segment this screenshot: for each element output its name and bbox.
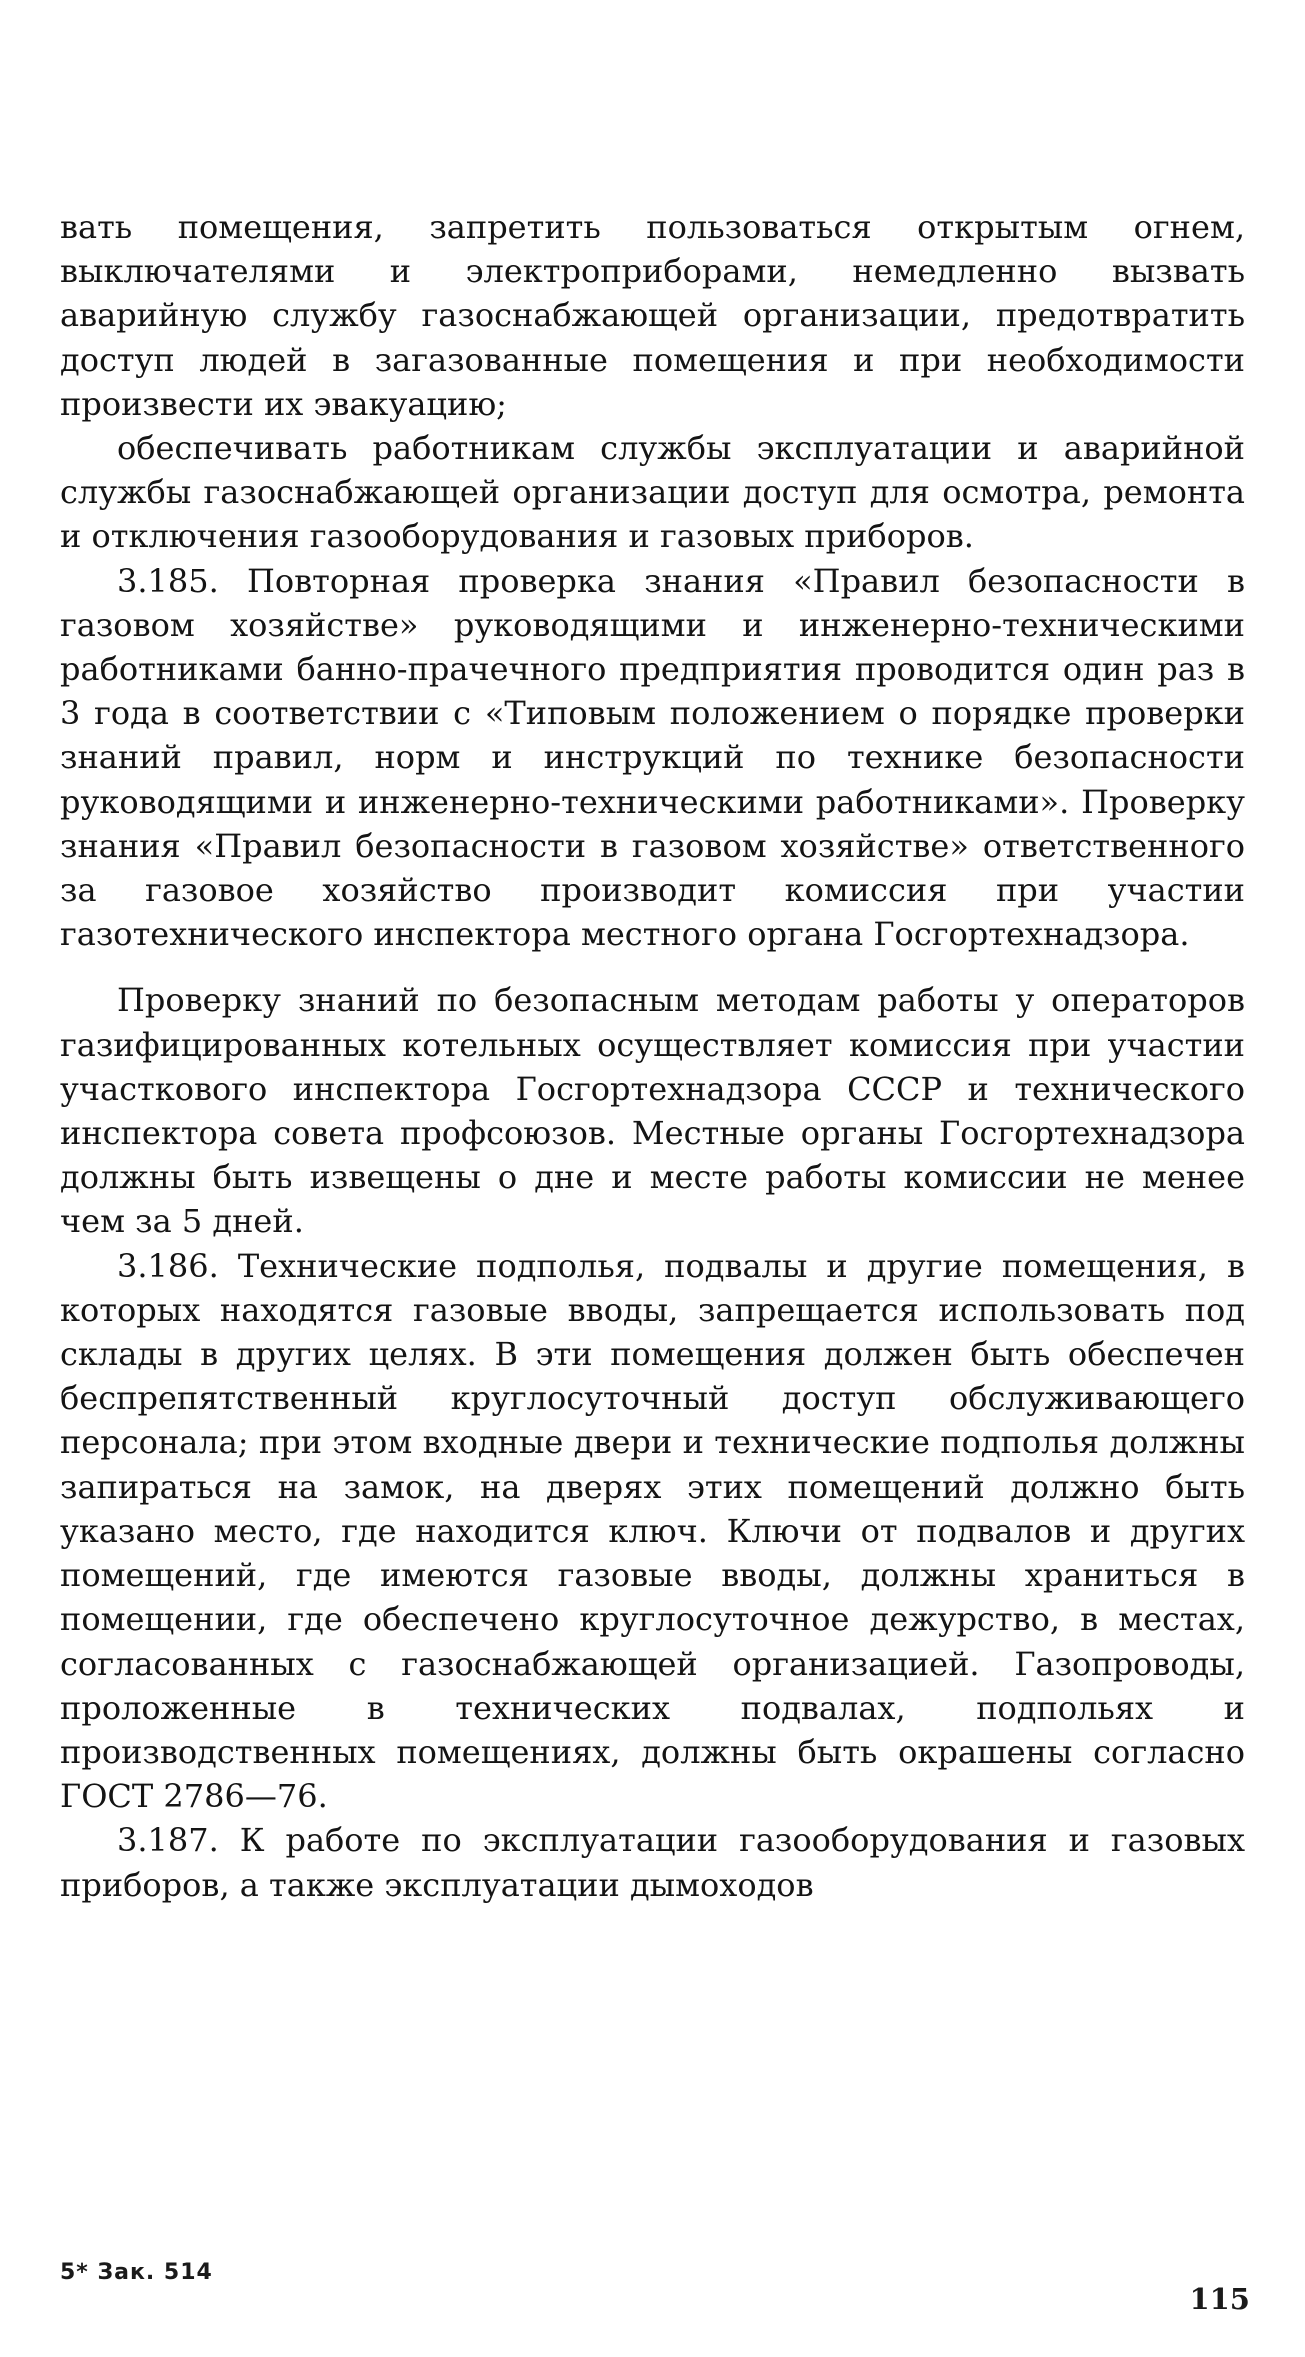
printer-signature: 5* Зак. 514	[60, 2260, 213, 2285]
paragraph-3-185: 3.185. Повторная проверка знания «Правил безопасности в газовом хозяйстве» руководящими и инженерно-техническими работниками банно-прачечного предприятия проводится один раз в 3 года в соответствии с «Типовым положением о порядке проверки знаний правил, норм и инструкций по технике безопасности руководящими и инженерно-техническими работниками». Проверку знания «Правил безопасности в газовом хозяйстве» ответственного за газовое хозяйство производит комиссия при участии газотехнического инспектора местного органа Госгортехнадзора.	[60, 561, 1245, 954]
paragraph-access-duty: обеспечивать работникам службы эксплуатации и аварийной службы газоснабжающей организации доступ для осмотра, ремонта и отключения газооборудования и газовых приборов.	[60, 429, 1245, 556]
paragraph-operators-check: Проверку знаний по безопасным методам работы у операторов газифицированных котельных осуществляет комиссия при участии участкового инспектора Госгортехнадзора СССР и технического инспектора совета профсоюзов. Местные органы Госгортехнадзора должны быть извещены о дне и месте работы комиссии не менее чем за 5 дней.	[60, 981, 1245, 1241]
paragraph-3-186: 3.186. Технические подполья, подвалы и другие помещения, в которых находятся газовые вводы, запрещается использовать под склады в других целях. В эти помещения должен быть обеспечен беспрепятственный круглосуточный доступ обслуживающего персонала; при этом входные двери и технические подполья должны запираться на замок, на дверях этих помещений должно быть указано место, где находится ключ. Ключи от подвалов и других помещений, где имеются газовые вводы, должны храниться в помещении, где обеспечено круглосуточное дежурство, в местах, согласованных с газоснабжающей организацией. Газопроводы, проложенные в технических подвалах, подпольях и производственных помещениях, должны быть окрашены согласно ГОСТ 2786—76.	[60, 1246, 1245, 1816]
document-body	[60, 205, 1245, 1907]
page-number: 115	[1189, 2282, 1250, 2316]
paragraph-continuation: вать помещения, запретить пользоваться открытым огнем, выключателями и электроприборами, немедленно вызвать аварийную службу газоснабжающей организации, предотвратить доступ людей в загазованные помещения и при необходимости произвести их эвакуацию;	[60, 208, 1245, 423]
paragraph-3-187: 3.187. К работе по эксплуатации газооборудования и газовых приборов, а также эксплуатации дымоходов	[60, 1821, 1245, 1904]
